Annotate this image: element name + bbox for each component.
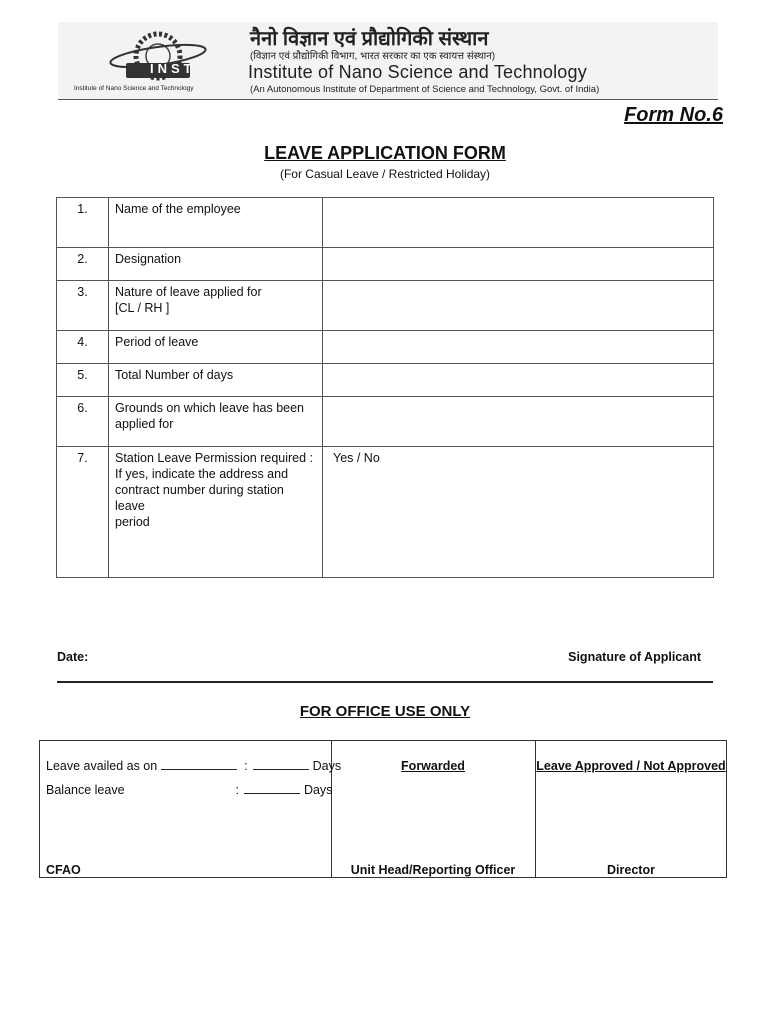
leave-availed-days-field[interactable]	[253, 757, 309, 770]
row-label-line: Designation	[115, 252, 182, 266]
row-number: 6.	[57, 397, 109, 447]
institute-name: Institute of Nano Science and Technology	[248, 62, 587, 82]
row-label-line: Nature of leave applied for	[115, 285, 262, 299]
cfao-label: CFAO	[46, 863, 81, 877]
colon: :	[235, 783, 239, 797]
row-value-field[interactable]	[323, 397, 714, 447]
colon: :	[244, 759, 248, 773]
table-row	[57, 447, 714, 578]
row-label-line: Period of leave	[115, 335, 199, 349]
row-label-line: contract number during station leave	[115, 483, 284, 513]
row-label	[109, 198, 323, 248]
page-subtitle: (For Casual Leave / Restricted Holiday)	[279, 167, 491, 181]
unit-head-label: Unit Head/Reporting Officer	[350, 863, 516, 877]
hindi-subtitle: (विज्ञान एवं प्रौद्योगिकी विभाग, भारत सरकार का एक स्वायत्त संस्थान)	[250, 51, 496, 62]
approval-heading: Leave Approved / Not Approved	[536, 759, 726, 773]
forwarded-column	[331, 741, 536, 877]
row-value-field[interactable]	[323, 364, 714, 397]
row-label-line: Total Number of days	[115, 368, 234, 382]
balance-leave-label: Balance leave	[46, 783, 125, 797]
row-number: 1.	[57, 198, 109, 248]
row-value-field[interactable]	[323, 281, 714, 331]
form-number: Form No.6	[624, 104, 723, 126]
table-row	[57, 364, 714, 397]
row-label-line: If yes, indicate the address and	[115, 467, 289, 481]
row-label	[109, 364, 323, 397]
row-label-line: [CL / RH ]	[115, 301, 170, 315]
row-number: 7.	[57, 447, 109, 578]
balance-leave-row	[46, 781, 332, 797]
balance-days-field[interactable]	[244, 781, 300, 794]
table-row	[57, 248, 714, 281]
leave-availed-date-field[interactable]	[161, 757, 237, 770]
office-use-box	[39, 740, 727, 878]
row-value-field[interactable]: Yes / No	[323, 447, 714, 578]
section-divider	[57, 681, 713, 683]
row-label	[109, 397, 323, 447]
signature-label: Signature of Applicant	[568, 650, 701, 664]
cfao-column	[40, 741, 342, 877]
row-value-field[interactable]	[323, 198, 714, 248]
director-label: Director	[607, 863, 655, 877]
row-value-field[interactable]	[323, 248, 714, 281]
row-label-line: Name of the employee	[115, 202, 241, 216]
row-number: 5.	[57, 364, 109, 397]
table-row	[57, 397, 714, 447]
page-title: LEAVE APPLICATION FORM	[264, 143, 506, 163]
row-number: 3.	[57, 281, 109, 331]
leave-application-table	[56, 197, 714, 578]
row-label-line: period	[115, 515, 150, 529]
logo-caption: Institute of Nano Science and Technology	[74, 85, 194, 92]
row-label-line: Station Leave Permission required :	[115, 451, 314, 465]
row-number: 4.	[57, 331, 109, 364]
leave-availed-row	[46, 757, 341, 773]
row-label	[109, 248, 323, 281]
date-label: Date:	[57, 650, 89, 664]
row-number: 2.	[57, 248, 109, 281]
institute-header	[58, 22, 718, 100]
logo-text: INST	[150, 61, 196, 76]
forwarded-heading: Forwarded	[401, 759, 465, 773]
institute-subtitle: (An Autonomous Institute of Department of Science and Technology, Govt. of India)	[250, 84, 600, 95]
table-row	[57, 281, 714, 331]
row-label-line: applied for	[115, 417, 174, 431]
days-label: Days	[312, 759, 342, 773]
row-label-line: Grounds on which leave has been	[115, 401, 305, 415]
row-label	[109, 331, 323, 364]
days-label: Days	[303, 783, 333, 797]
table-row	[57, 331, 714, 364]
office-use-title: FOR OFFICE USE ONLY	[299, 703, 471, 720]
row-value-field[interactable]	[323, 331, 714, 364]
table-row	[57, 198, 714, 248]
leave-availed-label: Leave availed as on	[46, 759, 158, 773]
hindi-title: नैनो विज्ञान एवं प्रौद्योगिकी संस्थान	[250, 28, 489, 50]
row-label	[109, 447, 323, 578]
header-divider	[58, 99, 718, 100]
approval-column	[536, 741, 726, 877]
row-label	[109, 281, 323, 331]
